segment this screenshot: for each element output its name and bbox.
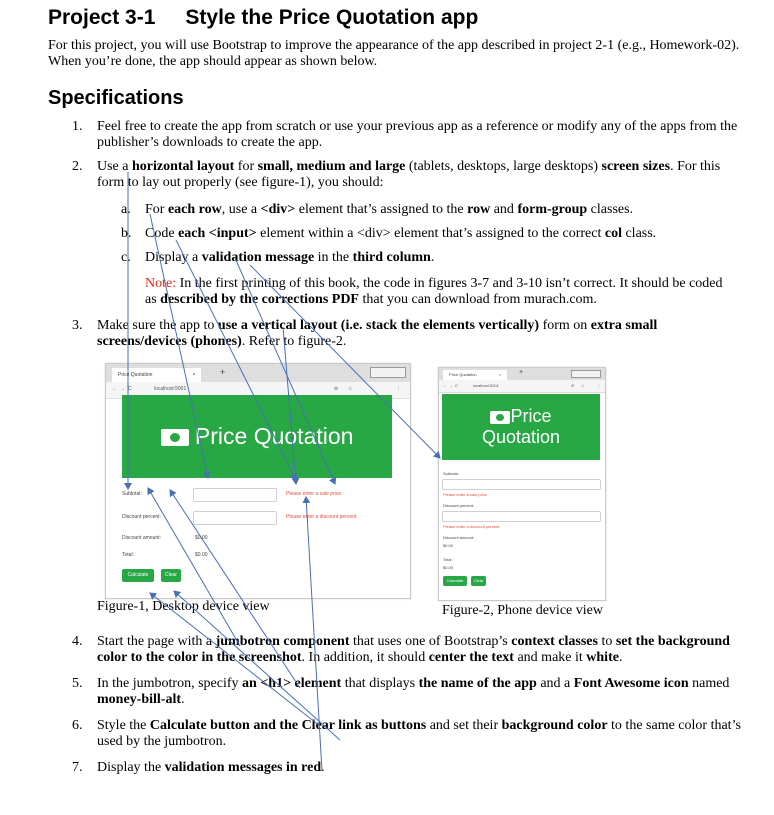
spec-item-2c: c. Display a validation message in the third column. bbox=[121, 250, 435, 265]
discount-amount-value: $0.00 bbox=[443, 543, 454, 548]
subtotal-input[interactable] bbox=[193, 488, 277, 502]
note-paragraph: Note: In the first printing of this book, the code in figures 3-7 and 3-10 isn’t correct. It should be coded as described by the corrections PDF that you can download from murach.com. bbox=[145, 276, 723, 307]
menu-icon[interactable]: ⋮ bbox=[396, 386, 401, 392]
nav-arrows-icon[interactable]: ←→C bbox=[112, 386, 135, 392]
window-controls[interactable] bbox=[370, 367, 406, 378]
money-bill-icon bbox=[161, 429, 189, 446]
jumbotron bbox=[442, 394, 600, 460]
zoom-icon[interactable]: ⊖ bbox=[334, 386, 339, 392]
spec-item-3: 3. Make sure the app to use a vertical layout (i.e. stack the elements vertically) form on extra small screens/devices (phones). Refer to figure-2. bbox=[72, 318, 658, 349]
total-value: $0.00 bbox=[443, 565, 454, 570]
spec-item-5: 5. In the jumbotron, specify an <h1> element that displays the name of the app and a Font Awesome icon named money-bill-alt. bbox=[72, 676, 730, 707]
discount-error: Please enter a discount percent. bbox=[443, 524, 501, 529]
discount-amount-label: Discount amount: bbox=[443, 535, 475, 540]
jumbotron-heading-line2: Quotation bbox=[481, 427, 561, 447]
close-tab-icon[interactable]: × bbox=[498, 372, 501, 377]
spec-item-7: 7. Display the validation messages in red. bbox=[72, 760, 325, 775]
close-tab-icon[interactable]: × bbox=[192, 372, 196, 378]
discount-percent-input[interactable] bbox=[442, 511, 601, 522]
total-label: Total: bbox=[122, 552, 134, 558]
address-bar bbox=[439, 380, 605, 393]
subtotal-error: Please enter a sale price. bbox=[443, 492, 489, 497]
specifications-heading: Specifications bbox=[48, 87, 184, 109]
page-title bbox=[48, 6, 478, 30]
intro-paragraph: For this project, you will use Bootstrap to improve the appearance of the app described in project 2-1 (e.g., Homework-02). When you’re done, the app should appear as shown below. bbox=[48, 38, 740, 69]
clear-button[interactable]: Clear bbox=[471, 576, 486, 586]
star-icon[interactable]: ☆ bbox=[581, 383, 585, 388]
spec-item-4: 4. Start the page with a jumbotron component that uses one of Bootstrap’s context classes to set the background color to the color in the screenshot. In addition, it should center the text and make it white. bbox=[72, 634, 730, 665]
total-label: Total: bbox=[443, 557, 453, 562]
discount-percent-input[interactable] bbox=[193, 511, 277, 525]
spec-item-2b: b. Code each <input> element within a <div> element that’s assigned to the correct col class. bbox=[121, 226, 657, 241]
project-title: Style the Price Quotation app bbox=[185, 6, 479, 29]
discount-percent-label: Discount percent: bbox=[443, 503, 475, 508]
desktop-browser-window bbox=[105, 363, 411, 599]
jumbotron-heading-line1: Price bbox=[510, 406, 552, 426]
subtotal-input[interactable] bbox=[442, 479, 601, 490]
total-value: $0.00 bbox=[195, 552, 208, 558]
new-tab-icon[interactable]: + bbox=[220, 367, 226, 377]
project-number: Project 3-1 bbox=[48, 6, 156, 29]
menu-icon[interactable]: ⋮ bbox=[597, 383, 601, 388]
spec-item-2: 2. Use a horizontal layout for small, medium and large (tablets, desktops, large desktops) screen sizes. For this form to lay out properly (see figure-1), you should: bbox=[72, 159, 721, 190]
jumbotron-heading: Price Quotation bbox=[194, 423, 354, 449]
figure-2-caption: Figure-2, Phone device view bbox=[442, 603, 603, 618]
url-field[interactable]: localhost:5001 bbox=[154, 386, 187, 392]
spec-item-6: 6. Style the Calculate button and the Clear link as buttons and set their background color to the same color that’s used by the jumbotron. bbox=[72, 718, 741, 749]
clear-button[interactable]: Clear bbox=[161, 569, 181, 582]
discount-amount-value: $0.00 bbox=[195, 535, 208, 541]
zoom-icon[interactable]: ⊖ bbox=[571, 383, 575, 388]
subtotal-label: Subtotal: bbox=[122, 491, 142, 497]
discount-percent-label: Discount percent: bbox=[122, 514, 161, 520]
figure-1-caption: Figure-1, Desktop device view bbox=[97, 599, 270, 614]
discount-amount-label: Discount amount: bbox=[122, 535, 161, 541]
money-bill-icon bbox=[490, 411, 510, 424]
spec-item-2a: a. For each row, use a <div> element that’s assigned to the row and form-group classes. bbox=[121, 202, 634, 217]
phone-browser-window bbox=[438, 367, 606, 601]
browser-tab[interactable]: Price Quotation × bbox=[112, 368, 201, 382]
discount-error: Please enter a discount percent. bbox=[286, 514, 358, 520]
calculate-button[interactable]: Calculate bbox=[122, 569, 154, 582]
star-icon[interactable]: ☆ bbox=[348, 386, 353, 392]
spec-item-1: 1. Feel free to create the app from scratch or use your previous app as a reference or modify any of the apps from the publisher’s downloads to create the app. bbox=[72, 119, 738, 150]
subtotal-label: Subtotal: bbox=[443, 471, 459, 476]
jumbotron bbox=[122, 395, 392, 478]
calculate-button[interactable]: Calculate bbox=[443, 576, 467, 586]
subtotal-error: Please enter a sale price. bbox=[286, 491, 343, 497]
url-field[interactable]: localhost:5001 bbox=[473, 383, 499, 388]
browser-tab[interactable]: Price Quotation × bbox=[443, 370, 507, 380]
window-controls[interactable] bbox=[571, 370, 601, 378]
nav-arrows-icon[interactable]: ←→C bbox=[443, 383, 460, 388]
new-tab-icon[interactable]: + bbox=[519, 369, 524, 376]
